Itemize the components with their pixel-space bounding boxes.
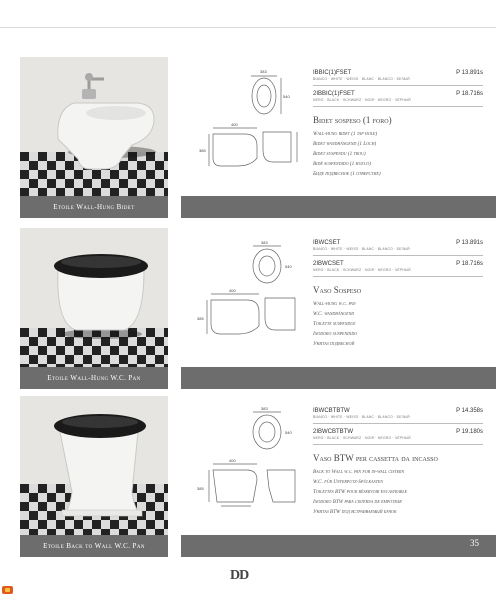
product-code: 2IBWCBTBTW: [313, 429, 353, 435]
dim-height: 385: [197, 316, 204, 321]
dim-height: 385: [199, 148, 206, 153]
product-colors: NERO · BLACK · SCHWARZ · NOIR · NEGRO · ЧЁРНЫЙ: [313, 98, 411, 102]
bidet-technical-drawing: [181, 62, 306, 192]
product-code: 2IBWCSET: [313, 261, 344, 267]
wc-photo: [20, 228, 168, 367]
wc-caption: Etoile Wall-Hung W.C. Pan: [20, 367, 168, 389]
translation: Inodoro BTW para cisterna de empotrar: [313, 499, 402, 505]
divider: [313, 255, 483, 256]
product-price: P 13.891s: [456, 70, 483, 76]
corner-badge-icon[interactable]: [2, 586, 13, 594]
translation: Wall-hung w.c. pan: [313, 301, 356, 307]
product-black: [313, 261, 483, 272]
dim-depth: 540: [285, 264, 292, 269]
product-code: IBBIC(1)FSET: [313, 70, 352, 76]
product-colors: NERO · BLACK · SCHWARZ · NOIR · NEGRO · ЧЁРНЫЙ: [313, 268, 411, 272]
dim-width: 383: [261, 240, 268, 245]
product-white: [313, 70, 483, 81]
product-code: IBWCBTBTW: [313, 408, 350, 414]
product-colors: BIANCO · WHITE · WEISS · BLANC · BLANCO · БЕЛЫЙ: [313, 247, 410, 251]
product-white: [313, 408, 483, 419]
dim-depth: 540: [285, 430, 292, 435]
product-colors: BIANCO · WHITE · WEISS · BLANC · BLANCO · БЕЛЫЙ: [313, 415, 410, 419]
translation: Bidet wandhängend (1 Loch): [313, 141, 377, 147]
product-price: P 14.358s: [456, 408, 483, 414]
section-title: Vaso Sospeso: [313, 285, 362, 295]
divider: [313, 444, 483, 445]
wc-technical-drawing: [181, 234, 306, 364]
product-black: [313, 429, 483, 440]
wc-band: [181, 367, 496, 389]
translation: Toilettes BTW pour réservoir encastrable: [313, 489, 408, 495]
bidet-band: [181, 196, 496, 218]
btw-caption: Etoile Back to Wall W.C. Pan: [20, 535, 168, 557]
btw-photo: [20, 396, 168, 535]
product-price: P 18.716s: [456, 91, 483, 97]
translation: Toilette suspendue: [313, 321, 356, 327]
product-price: P 19.180s: [456, 429, 483, 435]
translation: Bidet suspendu (1 trou): [313, 151, 366, 157]
bidet-caption: Etoile Wall-Hung Bidet: [20, 196, 168, 218]
dim-depth: 540: [283, 94, 290, 99]
translation: Bidé suspendido (1 hueco): [313, 161, 371, 167]
divider: [313, 85, 483, 86]
product-code: 2IBBIC(1)FSET: [313, 91, 355, 97]
product-black: [313, 91, 483, 102]
translation: Биде подвесное (1 отверстие): [313, 171, 381, 177]
dim-width: 383: [260, 69, 267, 74]
dim-length: 400: [229, 288, 236, 293]
product-price: P 13.891s: [456, 240, 483, 246]
translation: W.C. wandhängend: [313, 311, 355, 317]
btw-technical-drawing: [181, 400, 306, 530]
top-rule: [0, 27, 496, 28]
divider: [313, 106, 483, 107]
dim-length: 400: [229, 458, 236, 463]
product-code: IBWCSET: [313, 240, 341, 246]
btw-info: [313, 408, 483, 517]
btw-band: [181, 535, 496, 557]
product-colors: BIANCO · WHITE · WEISS · BLANC · BLANCO · БЕЛЫЙ: [313, 77, 410, 81]
translation: Унитаз подвесной: [313, 341, 355, 347]
divider: [313, 423, 483, 424]
dim-height: 385: [197, 486, 204, 491]
bidet-photo: [20, 57, 168, 196]
section-title: Vaso BTW per cassetta da incasso: [313, 453, 438, 463]
bidet-info: [313, 70, 483, 179]
product-colors: NERO · BLACK · SCHWARZ · NOIR · NEGRO · ЧЁРНЫЙ: [313, 436, 411, 440]
translation: Back to Wall w.c. pan for in-wall cistern: [313, 469, 405, 475]
translation: Inodoro suspendido: [313, 331, 358, 337]
product-price: P 18.716s: [456, 261, 483, 267]
translation: Унитаз BTW под встраиваемый бачок: [313, 509, 397, 515]
divider: [313, 276, 483, 277]
translation: Wall-hung bidet (1 tap hole): [313, 131, 378, 137]
section-title: Bidet sospeso (1 foro): [313, 115, 392, 125]
page-number: 35: [470, 538, 479, 548]
product-white: [313, 240, 483, 251]
translation: W.C. für Unterputz-Spülkasten: [313, 479, 383, 485]
wc-info: [313, 240, 483, 349]
dim-width: 383: [261, 406, 268, 411]
brand-logo: DD: [230, 568, 249, 583]
dim-length: 400: [231, 122, 238, 127]
